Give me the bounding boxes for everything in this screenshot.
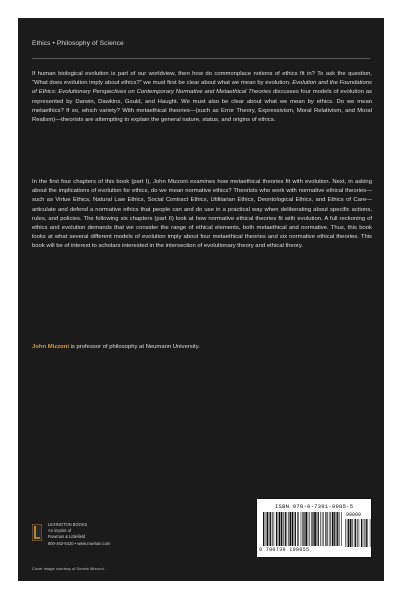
barcode-bar [350, 519, 352, 547]
barcode-bar [359, 519, 360, 547]
barcode-bar [298, 512, 299, 546]
barcode-panel [256, 498, 372, 558]
barcode-bar [301, 512, 302, 546]
barcode-bar [334, 512, 335, 546]
barcode-bar [329, 512, 330, 546]
barcode-bar [363, 519, 364, 547]
barcode-bar [357, 519, 358, 547]
barcode-bar [278, 512, 279, 546]
barcode-bar [323, 512, 324, 546]
barcode-bar [325, 512, 326, 546]
blurb-p1-tail: discusses four models of evolution as represented by Darwin, Dawkins, Gould, and Haught. We must also be clear about what we mean by ethics. Do we mean metaethics? If so, which variety? With metaethical theories—(such as Error Theory, Expressivism, Moral Relativism, and Moral Realism)—theorists are attempting to explain the general nature, status, and origins of ethics. [32, 89, 372, 124]
author-bio [32, 343, 372, 352]
isbn-barcode [263, 512, 343, 546]
barcode-bar [287, 512, 288, 546]
barcode-bar [304, 512, 305, 546]
barcode-bar [305, 512, 307, 546]
back-cover [18, 18, 384, 581]
publisher-contact: 800-462-6420 • www.rowman.com [48, 540, 111, 546]
barcode-bar [348, 519, 349, 547]
barcode-bar [267, 512, 269, 546]
barcode-bar [355, 519, 356, 547]
barcode-bar [292, 512, 293, 546]
barcode-bar [281, 512, 283, 546]
blurb-paragraph-2: In the first four chapters of this book (part I), John Mizzoni examines how metaethical theories fit with evolution. Next, in asking about the implications of evolution for ethics, do we mean normative ethics? Theorists who work with normative ethical theories—such as Virtue Ethics, Natural Law Ethics, Social Contract Ethics, Utilitarian Ethics, Deontological Ethics, and Ethics of Care—articulate and defend a normative ethics that people can and do use in a practical way when deliberating about specific actions, rules, and policies. The following six chapters (part II) look at how normative ethical theories fit with evolution. A full reckoning of ethics and evolution demands that we consider the range of ethical elements, both metaethical and normative. Thus, this book looks at what several different models of evolution imply about four metaethical theories and six normative ethical theories. This book will be of interest to scholars interested in the intersection of evolutionary theory and ethical theory. [32, 179, 372, 250]
barcode-bar [279, 512, 280, 546]
barcode-bar [330, 512, 331, 546]
barcode-bar [295, 512, 296, 546]
barcode-bar [354, 519, 355, 547]
barcode-bar [288, 512, 289, 546]
barcode-bar [285, 512, 286, 546]
barcode-bar [269, 512, 270, 546]
category-label: Ethics • Philosophy of Science [32, 40, 124, 47]
barcode-bar [365, 519, 366, 547]
publisher-parent: Rowman & Littlefield [48, 534, 86, 540]
barcode-bar [302, 512, 303, 546]
author-name: John Mizzoni [32, 344, 69, 350]
barcode-bar [270, 512, 271, 546]
barcode-bar [283, 512, 284, 546]
barcode-bar [347, 519, 348, 547]
barcode-bar [311, 512, 312, 546]
barcode-bar [367, 519, 368, 547]
barcode-bar [361, 519, 362, 547]
barcode-bar [352, 519, 353, 547]
barcode-bar [336, 512, 337, 546]
price-code: 90000 [346, 512, 362, 518]
barcode-bar [294, 512, 295, 546]
barcode-bar [327, 512, 328, 546]
publisher-text [48, 522, 110, 547]
barcode-bar [308, 512, 309, 546]
blurb-paragraph-1 [32, 70, 372, 125]
publisher-imprint-line: An imprint of [48, 528, 71, 534]
barcode-bar [345, 519, 346, 547]
book-title-italic: Evolution and the Foundations of Ethics: Evolutionary Perspectives on Contemporary Normative and Metaethical Theories [32, 80, 372, 96]
barcode-bar [314, 512, 316, 546]
barcode-bar [320, 512, 321, 546]
barcode-digits: 9 780739 199855 [259, 547, 310, 553]
barcode-bar [366, 519, 367, 547]
barcode-bar [339, 512, 340, 546]
barcode-bar [318, 512, 319, 546]
barcode-bar [265, 512, 266, 546]
barcode-bar [312, 512, 313, 546]
header-divider [32, 58, 370, 59]
barcode-bar [341, 512, 342, 546]
isbn-number: ISBN 978-0-7391-9985-5 [275, 503, 354, 510]
barcode-bar [274, 512, 275, 546]
barcode-bar [289, 512, 291, 546]
price-barcode [345, 519, 371, 547]
author-bio-text: is professor of philosophy at Neumann University. [68, 344, 200, 350]
barcode-bar [370, 519, 371, 547]
barcode-bar [337, 512, 338, 546]
cover-image-credit: Cover image courtesy of Dennis Mizzoni. [32, 566, 105, 571]
barcode-bar [322, 512, 323, 546]
barcode-bar [276, 512, 277, 546]
barcode-bar [263, 512, 264, 546]
barcode-bar [332, 512, 334, 546]
barcode-bar [297, 512, 298, 546]
barcode-bar [272, 512, 273, 546]
barcode-bar [309, 512, 310, 546]
lexington-logo-icon [32, 524, 42, 541]
blurb-p1-lead: If human biological evolution is part of our worldview, then how do commonplace notions of ethics fit in? To ask the question, “What does evolution imply about ethics?” we must first be clear about what we mean by evolution. [32, 71, 372, 87]
barcode-bar [317, 512, 318, 546]
publisher-name: LEXINGTON BOOKS [48, 522, 88, 527]
